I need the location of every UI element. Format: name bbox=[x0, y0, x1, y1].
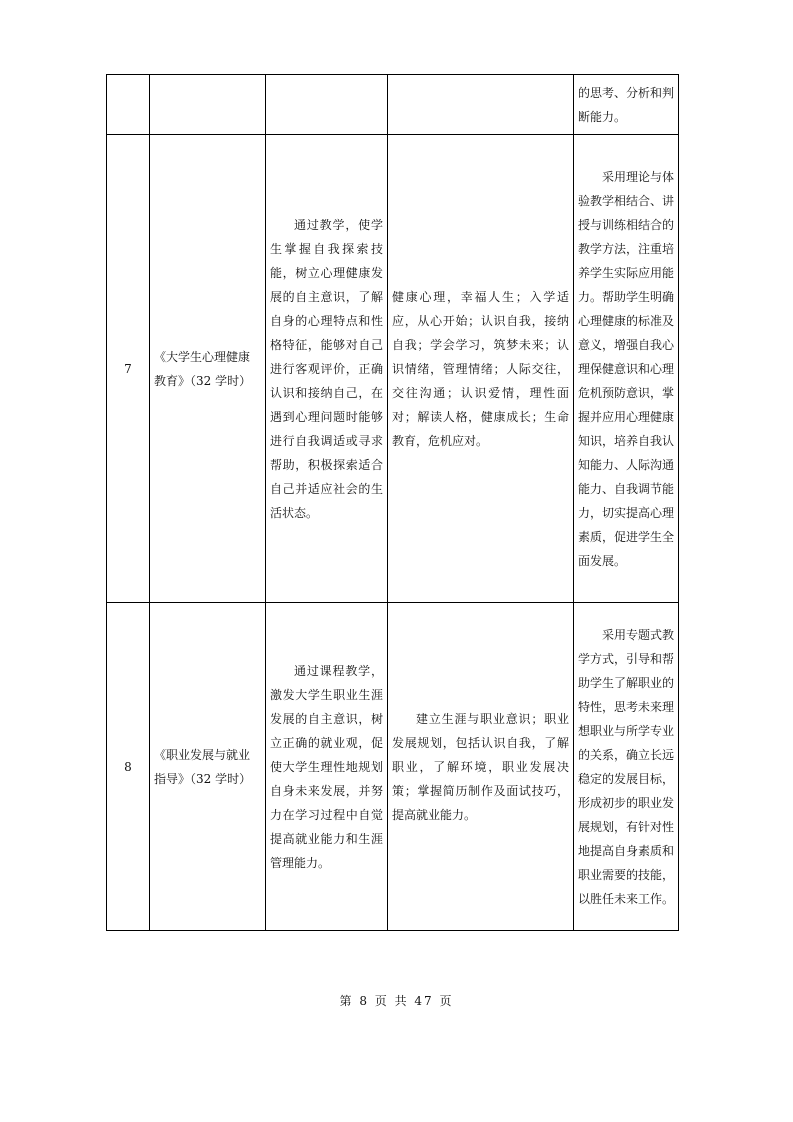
cell-method: 的思考、分析和判断能力。 bbox=[574, 75, 679, 135]
cell-content-empty bbox=[388, 75, 574, 135]
page-number: 第 8 页 共 47 页 bbox=[339, 994, 454, 1008]
cell-course-content: 健康心理，幸福人生；入学适应，从心开始；认识自我，接纳自我；学会学习，筑梦未来；认识情绪，管理情绪；人际交往，交往沟通；认识爱情，理性面对；解读人格，健康成长；生命教育，危机应对。 bbox=[388, 135, 574, 603]
content-text: 建立生涯与职业意识；职业发展规划，包括认识自我，了解职业，了解环境，职业发展决策；掌握简历制作及面试技巧，提高就业能力。 bbox=[392, 711, 569, 822]
table-row-continuation bbox=[107, 75, 679, 135]
cell-course-name: 《大学生心理健康教育》（32 学时） bbox=[150, 135, 266, 603]
cell-teaching-method bbox=[574, 603, 679, 931]
cell-row-number: 7 bbox=[107, 135, 150, 603]
objective-text: 通过课程教学，激发大学生职业生涯发展的自主意识，树立正确的就业观，促使大学生理性地规划自身未来发展，并努力在学习过程中自觉提高就业能力和生涯管理能力。 bbox=[270, 663, 383, 870]
cell-course-name: 《职业发展与就业指导》（32 学时） bbox=[150, 603, 266, 931]
cell-course-objective bbox=[266, 603, 388, 931]
method-text: 采用理论与体验教学相结合、讲授与训练相结合的教学方法，注重培养学生实际应用能力。帮助学生明确心理健康的标准及意义，增强自我心理保健意识和心理危机预防意识，掌握并应用心理健康知识，培养自我认知能力、人际沟通能力、自我调节能力，切实提高心理素质，促进学生全面发展。 bbox=[578, 169, 675, 568]
cell-row-number: 8 bbox=[107, 603, 150, 931]
table-row bbox=[107, 603, 679, 931]
cell-course-empty bbox=[150, 75, 266, 135]
method-text: 采用专题式教学方式，引导和帮助学生了解职业的特性，思考未来理想职业与所学专业的关系，确立长远稳定的发展目标，形成初步的职业发展规划，有针对性地提高自身素质和职业需要的技能，以胜任未来工作。 bbox=[578, 627, 675, 906]
cell-course-content bbox=[388, 603, 574, 931]
table-row bbox=[107, 135, 679, 603]
cell-teaching-method bbox=[574, 135, 679, 603]
cell-num-empty bbox=[107, 75, 150, 135]
objective-text: 通过教学，使学生掌握自我探索技能，树立心理健康发展的自主意识，了解自身的心理特点和性格特征，能够对自己进行客观评价，正确认识和接纳自己，在遇到心理问题时能够进行自我调适或寻求帮助，积极探索适合自己并适应社会的生活状态。 bbox=[270, 217, 383, 520]
cell-course-objective bbox=[266, 135, 388, 603]
cell-objective-empty bbox=[266, 75, 388, 135]
curriculum-table bbox=[106, 74, 679, 931]
